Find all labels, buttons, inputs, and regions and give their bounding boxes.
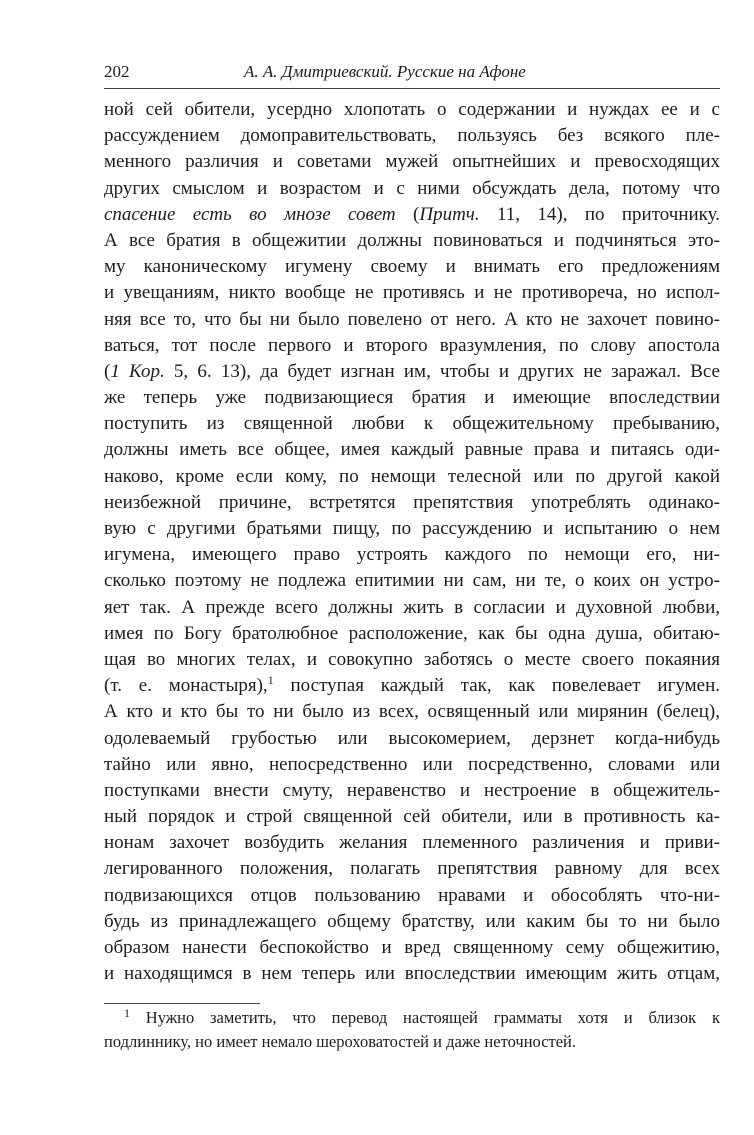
footnote-line: подлиннику, но имеет немало шероховатостей и даже неточностей.	[104, 1032, 577, 1051]
text-line: должны иметь все общее, имея каждый равные права и питаясь оди-	[104, 439, 720, 461]
header-rule	[104, 88, 720, 89]
text-line: поступками внести смуту, неравенство и нестроение в общежитель-	[104, 779, 720, 801]
footnote-reference[interactable]: 1	[267, 673, 274, 688]
text-line: и увещаниям, никто вообще не противясь и не противореча, но испол-	[104, 282, 720, 304]
text-line: щая во многих телах, и совокупно заботясь о месте своего покаяния	[104, 648, 720, 670]
footnote-rule	[104, 1003, 260, 1004]
footnote	[104, 1006, 720, 1054]
text-line: будь из принадлежащего общему братству, или каким бы то ни было	[104, 910, 720, 932]
text-line: сколько поэтому не подлежа епитимии ни сам, ни те, о коих он устро-	[104, 570, 720, 592]
text-line: поступить из священной любви к общежительному пребыванию,	[104, 413, 720, 435]
text-line: ный порядок и строй священной сей обители, или в противность ка-	[104, 806, 720, 828]
page-number: 202	[104, 62, 130, 81]
footnote-marker: 1	[124, 1006, 130, 1020]
text-line: других смыслом и возрастом и с ними обсуждать дела, потому что	[104, 177, 720, 199]
text-line: А все братия в общежитии должны повиноваться и подчиняться это-	[104, 229, 720, 251]
text-line: подвизающихся отцов пользованию нравами и обособлять что-ни-	[104, 884, 720, 906]
text-line: ной сей обители, усердно хлопотать о содержании и нуждах ее и с	[104, 99, 720, 120]
text-line: (1 Кор. 5, 6. 13), да будет изгнан им, чтобы и других не заражал. Все	[104, 360, 720, 382]
text-line: легированного положения, полагать препятствия равному для всех	[104, 858, 720, 880]
text-line: же теперь уже подвизающиеся братия и имеющие впоследствии	[104, 387, 720, 409]
text-line: нонам захочет возбудить желания племенного различения и приви-	[104, 832, 720, 854]
main-text	[104, 97, 720, 987]
text-line: имея по Богу братолюбное расположение, как бы одна душа, обитаю-	[104, 622, 720, 644]
text-line: ваться, тот после первого и второго вразумления, по слову апостола	[104, 334, 720, 356]
text-line: рассуждением домоправительствовать, пользуясь без всякого пле-	[104, 125, 720, 147]
text-line: менного различия и советами мужей опытнейших и превосходящих	[104, 151, 720, 173]
text-line: наково, кроме если кому, по немощи телесной или по другой какой	[104, 465, 720, 487]
bible-reference: Притч.	[419, 203, 480, 225]
text-line: неизбежной причине, встретятся препятствия употреблять одинако-	[104, 491, 720, 513]
text-line: спасение есть во мнозе совет (Притч. 11, 14), по приточнику.	[104, 203, 720, 225]
page-header	[104, 58, 720, 86]
text-line: вую с другими братьями пищу, по рассуждению и испытанию о нем	[104, 518, 720, 539]
text-line: (т. е. монастыря),$^1$ поступая каждый так, как повелевает игумен.	[104, 673, 720, 697]
text-line: му каноническому игумену своему и внимать его предложениям	[104, 256, 720, 278]
text-line: одолеваемый грубостью или высокомерием, дерзнет когда-нибудь	[104, 727, 720, 749]
text-line: яет так. А прежде всего должны жить в согласии и духовной любви,	[104, 596, 720, 618]
text-line: тайно или явно, непосредственно или посредственно, словами или	[104, 753, 720, 775]
text-line: игумена, имеющего право устроять каждого по немощи его, ни-	[104, 544, 720, 566]
bible-reference: 1 Кор.	[110, 360, 165, 382]
scripture-quote: спасение есть во мнозе совет	[104, 203, 396, 225]
text-line: А кто и кто бы то ни было из всех, освященный или мирянин (белец),	[104, 701, 720, 723]
text-line: образом нанести беспокойство и вред священному сему общежитию,	[104, 937, 720, 958]
text-line: няя все то, что бы ни было повелено от него. А кто не захочет повино-	[104, 308, 720, 330]
footnote-line: $^1$ Нужно заметить, что перевод настоящей грамматы хотя и близок к	[124, 1006, 720, 1027]
running-title: А. А. Дмитриевский. Русские на Афоне	[244, 62, 526, 81]
text-line: и находящимся в нем теперь или впоследствии имеющим жить отцам,	[104, 963, 720, 985]
